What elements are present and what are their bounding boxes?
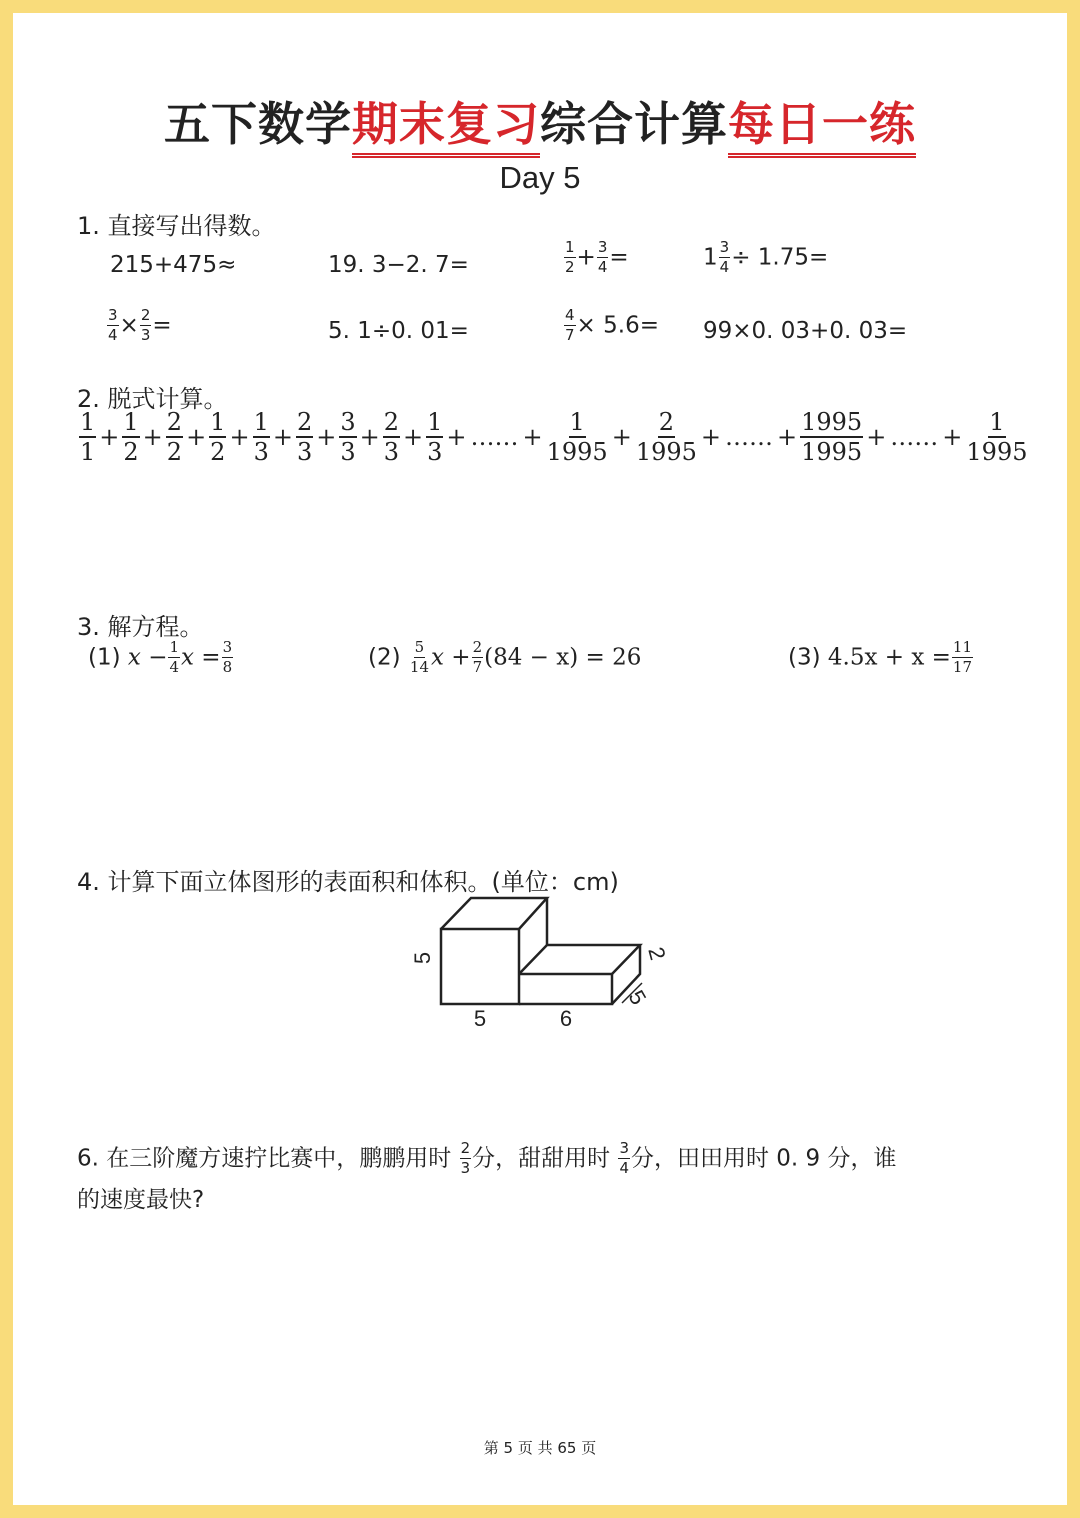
fraction: $\frac{2}{2}$ xyxy=(166,408,183,466)
operator: + xyxy=(700,423,721,451)
fraction: $\frac{3}{3}$ xyxy=(340,408,356,466)
operator: + xyxy=(316,423,337,451)
dim-box-height: 2 xyxy=(643,944,671,963)
fraction: $\frac{1}{1995}$ xyxy=(966,408,1028,466)
fraction: $\frac{2}{3}$ xyxy=(383,408,400,466)
fraction: $\frac{2}{7}$ xyxy=(472,638,483,676)
q3-equation-2: (2) $\frac{5}{14}$ x + $\frac{2}{7}$ (84 − x) = 26 xyxy=(368,638,642,676)
fraction: $\frac{1}{2}$ xyxy=(210,408,226,466)
fraction: $\frac{3}{8}$ xyxy=(222,638,233,676)
cube-top-face xyxy=(441,898,547,929)
operator: + xyxy=(611,423,632,451)
operator: + xyxy=(777,423,798,451)
fraction: $\frac{2}{3}$ xyxy=(296,408,313,466)
fraction: $\frac{1}{1995}$ xyxy=(546,408,608,466)
fraction: $\frac{2}{3}$ xyxy=(460,1139,471,1177)
operator: + xyxy=(403,423,424,451)
box-front-face xyxy=(519,974,612,1004)
solid-figure-diagram xyxy=(400,890,690,1035)
fraction: $\frac{3}{4}$ xyxy=(597,238,608,276)
fraction: $\frac{4}{7}$ xyxy=(565,306,575,344)
fraction: $\frac{1}{3}$ xyxy=(253,408,269,466)
q2-heading: 2. 脱式计算。 xyxy=(77,385,228,413)
fraction: $\frac{1}{3}$ xyxy=(427,408,443,466)
fraction: $\frac{1995}{1995}$ xyxy=(801,408,863,466)
q1-heading: 1. 直接写出得数。 xyxy=(77,212,276,240)
q1-item-d: 1 $\frac{3}{4}$ ÷ 1.75= xyxy=(703,238,829,276)
fraction: $\frac{3}{4}$ xyxy=(619,1139,629,1177)
q1-item-g: $\frac{4}{7}$ × 5.6= xyxy=(565,306,659,344)
dim-depth: 5 xyxy=(623,985,652,1010)
fraction: $\frac{11}{17}$ xyxy=(952,638,972,676)
fraction: $\frac{1}{1}$ xyxy=(80,408,96,466)
q1-item-h: 99×0. 03+0. 03= xyxy=(703,318,908,344)
operator: + xyxy=(272,423,293,451)
fraction: $\frac{5}{14}$ xyxy=(409,638,429,676)
title-part3: 综合计算 xyxy=(540,97,728,151)
operator: + xyxy=(99,423,120,451)
fraction: $\frac{2}{1995}$ xyxy=(635,408,697,466)
operator: + xyxy=(186,423,207,451)
operator: …… xyxy=(890,423,939,451)
dim-width-left: 5 xyxy=(473,1006,487,1031)
operator: + xyxy=(229,423,250,451)
q6-line2: 的速度最快? xyxy=(77,1187,205,1213)
fraction: $\frac{1}{2}$ xyxy=(565,238,575,276)
operator: + xyxy=(446,423,467,451)
title-part1: 五下数学 xyxy=(164,97,352,151)
q1-item-a: 215+475≈ xyxy=(110,252,237,278)
dim-width-right: 6 xyxy=(559,1006,573,1031)
cube-front-face xyxy=(441,929,519,1004)
q1-item-f: 5. 1÷0. 01= xyxy=(328,318,469,344)
fraction: $\frac{2}{3}$ xyxy=(140,306,151,344)
operator: + xyxy=(359,423,380,451)
q4-heading: 4. 计算下面立体图形的表面积和体积。(单位：cm) xyxy=(77,868,619,896)
fraction: $\frac{3}{4}$ xyxy=(719,238,730,276)
operator: + xyxy=(942,423,963,451)
q1-item-e: $\frac{3}{4}$ × $\frac{2}{3}$ = xyxy=(108,306,172,344)
q1-item-b: 19. 3−2. 7= xyxy=(328,252,469,278)
q1-item-c: $\frac{1}{2}$ + $\frac{3}{4}$ = xyxy=(565,238,629,276)
title-highlight-daily: 每日一练 xyxy=(728,97,916,158)
operator: …… xyxy=(725,423,773,451)
box-top-face xyxy=(519,945,640,974)
q3-heading: 3. 解方程。 xyxy=(77,613,204,641)
q3-equation-3: (3) 4.5x + x = $\frac{11}{17}$ xyxy=(788,638,972,676)
day-label: Day 5 xyxy=(499,160,581,195)
operator: + xyxy=(866,423,887,451)
fraction: $\frac{1}{4}$ xyxy=(169,638,180,676)
operator: …… xyxy=(470,423,519,451)
operator: + xyxy=(522,423,543,451)
q2-expression xyxy=(78,410,1029,464)
operator: + xyxy=(142,423,163,451)
fraction: $\frac{1}{2}$ xyxy=(123,408,139,466)
dim-height: 5 xyxy=(410,951,435,965)
page-number: 第 5 页 共 65 页 xyxy=(483,1439,597,1457)
title-highlight-review: 期末复习 xyxy=(352,97,540,158)
q3-equation-1: (1) x − $\frac{1}{4}$ x = $\frac{3}{8}$ xyxy=(88,638,233,676)
fraction: $\frac{3}{4}$ xyxy=(108,306,118,344)
q6-line1: 6. 在三阶魔方速拧比赛中，鹏鹏用时 $\frac{2}{3}$ 分，甜甜用时 $\frac{3}{4}$ 分，田田用时 0. 9 分，谁 xyxy=(77,1139,897,1177)
page-title xyxy=(0,88,1080,154)
